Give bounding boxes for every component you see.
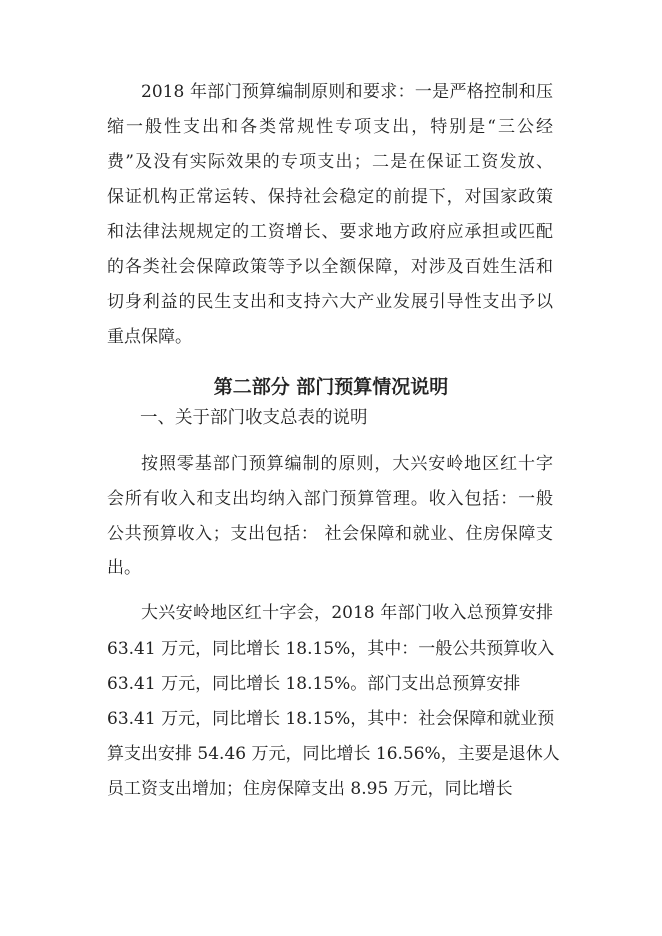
text-line: 公共预算收入；支出包括： 社会保障和就业、住房保障支 <box>107 524 553 544</box>
text-line: 算支出安排 54.46 万元，同比增长 16.56%，主要是退休人 <box>107 744 560 764</box>
text-line: 出。 <box>107 558 141 578</box>
text-line: 员工资支出增加；住房保障支出 8.95 万元，同比增长 <box>107 779 513 799</box>
text-line: 会所有收入和支出均纳入部门预算管理。收入包括：一般 <box>107 489 553 509</box>
text-line: 63.41 万元，同比增长 18.15%，其中：一般公共预算收入 <box>107 639 555 659</box>
text-line: 缩一般性支出和各类常规性专项支出，特别是“三公经 <box>107 117 553 137</box>
text-line: 2018 年部门预算编制原则和要求：一是严格控制和压 <box>141 82 553 102</box>
text-line: 保证机构正常运转、保持社会稳定的前提下，对国家政策 <box>107 187 553 207</box>
text-line: 63.41 万元，同比增长 18.15%。部门支出总预算安排 <box>107 674 521 694</box>
section-title: 第二部分 部门预算情况说明 <box>213 376 449 398</box>
text-line: 大兴安岭地区红十字会，2018 年部门收入总预算安排 <box>141 603 553 623</box>
text-line: 重点保障。 <box>107 327 192 347</box>
text-line: 费”及没有实际效果的专项支出；二是在保证工资发放、 <box>107 152 553 172</box>
text-line: 按照零基部门预算编制的原则，大兴安岭地区红十字 <box>141 454 553 474</box>
text-line: 63.41 万元，同比增长 18.15%，其中：社会保障和就业预 <box>107 709 555 729</box>
subsection-title: 一、关于部门收支总表的说明 <box>140 408 368 428</box>
text-line: 和法律法规规定的工资增长、要求地方政府应承担或匹配 <box>107 222 553 242</box>
text-line: 的各类社会保障政策等予以全额保障，对涉及百姓生活和 <box>107 257 553 277</box>
text-line: 切身利益的民生支出和支持六大产业发展引导性支出予以 <box>107 292 553 312</box>
